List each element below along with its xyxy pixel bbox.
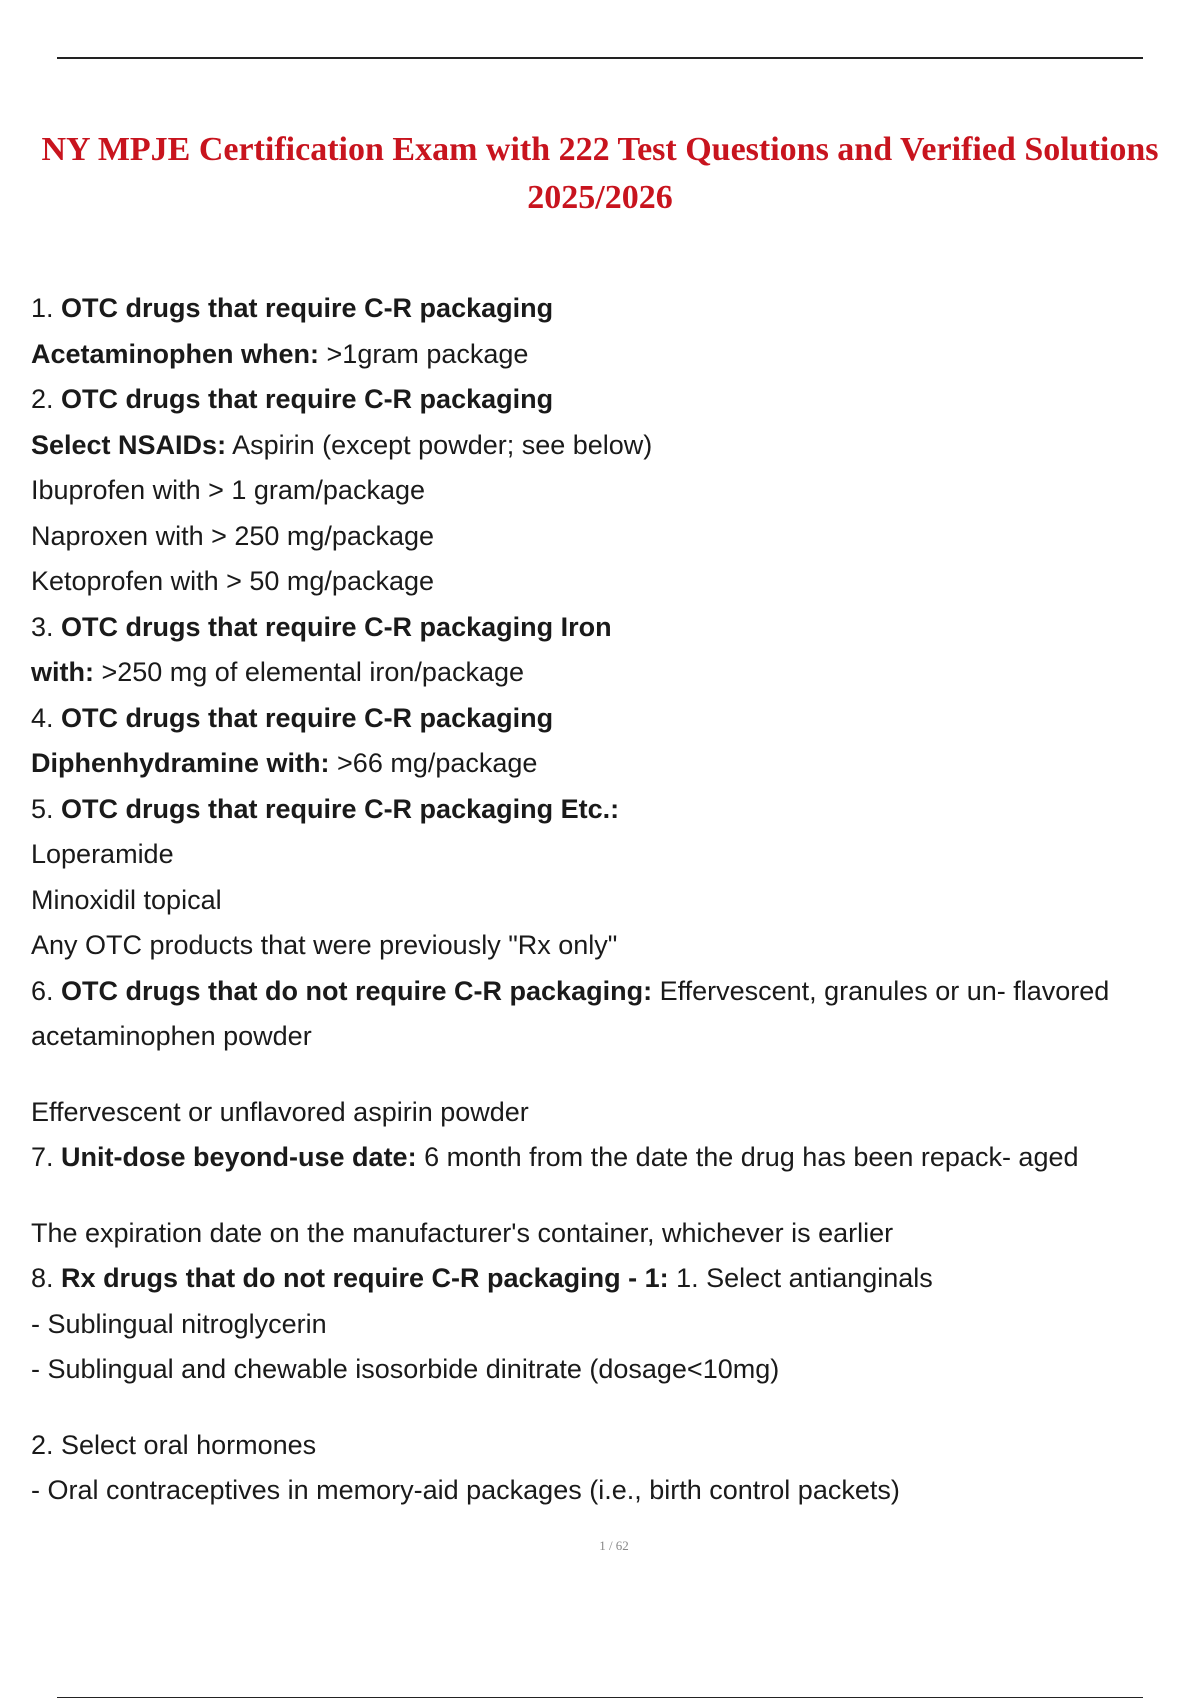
page-number: 1 / 62 bbox=[599, 1538, 629, 1553]
title-line-2: 2025/2026 bbox=[527, 179, 673, 216]
answer-6-line: Effervescent or unflavored aspirin powder bbox=[31, 1096, 529, 1127]
answer-1: Acetaminophen when: >1gram package bbox=[31, 338, 529, 369]
answer-5-line: Minoxidil topical bbox=[31, 884, 222, 915]
question-4: 4. OTC drugs that require C-R packaging bbox=[31, 702, 554, 733]
answer-2-line: Ibuprofen with > 1 gram/package bbox=[31, 475, 425, 505]
answer-2: Select NSAIDs: Aspirin (except powder; see below) bbox=[31, 429, 653, 460]
answer-8-line: - Oral contraceptives in memory-aid packages (i.e., birth control packets) bbox=[31, 1475, 900, 1505]
question-5: 5. OTC drugs that require C-R packaging Etc.: bbox=[31, 793, 620, 824]
document-title bbox=[0, 126, 1200, 222]
answer-5-line: Loperamide bbox=[31, 839, 174, 869]
question-2: 2. OTC drugs that require C-R packaging bbox=[31, 384, 554, 414]
answer-8-line: 2. Select oral hormones bbox=[31, 1429, 317, 1460]
footer-rule bbox=[57, 1697, 1143, 1698]
answer-2-line: Ketoprofen with > 50 mg/package bbox=[31, 566, 435, 596]
question-3: 3. OTC drugs that require C-R packaging Iron bbox=[31, 611, 612, 642]
answer-8-line: - Sublingual and chewable isosorbide dinitrate (dosage<10mg) bbox=[31, 1354, 780, 1384]
question-list bbox=[31, 286, 1171, 1514]
answer-8-line: - Sublingual nitroglycerin bbox=[31, 1308, 327, 1339]
question-8: 8. Rx drugs that do not require C-R packaging - 1: 1. Select antianginals bbox=[31, 1263, 933, 1293]
header-rule bbox=[57, 57, 1143, 59]
title-line-1: NY MPJE Certification Exam with 222 Test Questions and Verified Solutions bbox=[41, 131, 1159, 168]
answer-4: Diphenhydramine with: >66 mg/package bbox=[31, 748, 538, 778]
answer-7-line: The expiration date on the manufacturer's container, whichever is earlier bbox=[31, 1217, 894, 1248]
answer-2-line: Naproxen with > 250 mg/package bbox=[31, 520, 434, 551]
answer-3: with: >250 mg of elemental iron/package bbox=[31, 657, 525, 687]
question-7: 7. Unit-dose beyond-use date: 6 month from the date the drug has been repack- aged bbox=[31, 1142, 1079, 1172]
answer-6-line: acetaminophen powder bbox=[31, 1021, 312, 1051]
question-6: 6. OTC drugs that do not require C-R packaging: Effervescent, granules or un- flavored bbox=[31, 975, 1110, 1006]
answer-5-line: Any OTC products that were previously "Rx only" bbox=[31, 930, 618, 960]
question-1: 1. OTC drugs that require C-R packaging bbox=[31, 293, 554, 323]
